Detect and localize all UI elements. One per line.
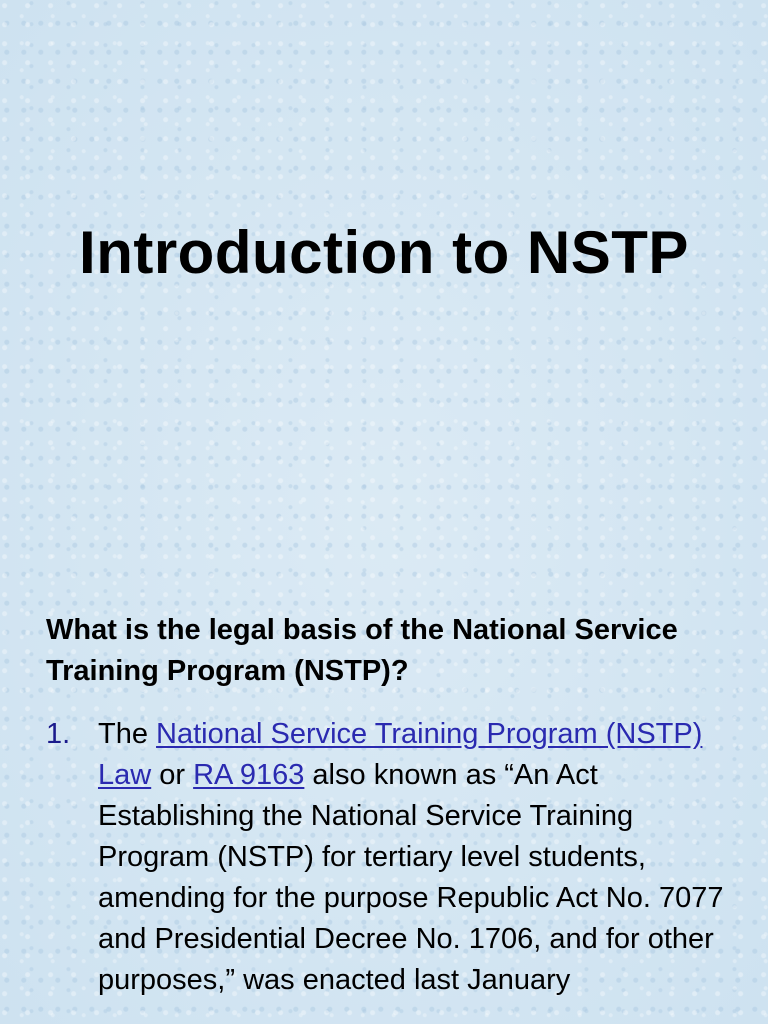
list-item bbox=[46, 714, 728, 1001]
text-segment: also known as “An Act Establishing the National Service Training Program (NSTP) for tertiary level students, amending for the purpose Republic Act No. 7077 and Presidential Decree No. 1706, and for other purposes,” was enacted last January bbox=[98, 759, 724, 996]
ra-9163-link[interactable]: RA 9163 bbox=[193, 759, 305, 791]
list-item-text bbox=[98, 714, 728, 1001]
text-segment: or bbox=[151, 759, 194, 791]
list-item-number: 1. bbox=[46, 718, 71, 750]
nstp-law-link[interactable]: National Service Training Program (NSTP) Law bbox=[98, 718, 703, 791]
content-slide bbox=[0, 512, 768, 1024]
text-segment: The bbox=[98, 718, 157, 750]
question-heading: What is the legal basis of the National Service Training Program (NSTP)? bbox=[46, 614, 678, 687]
slide-title: Introduction to NSTP bbox=[79, 218, 689, 286]
